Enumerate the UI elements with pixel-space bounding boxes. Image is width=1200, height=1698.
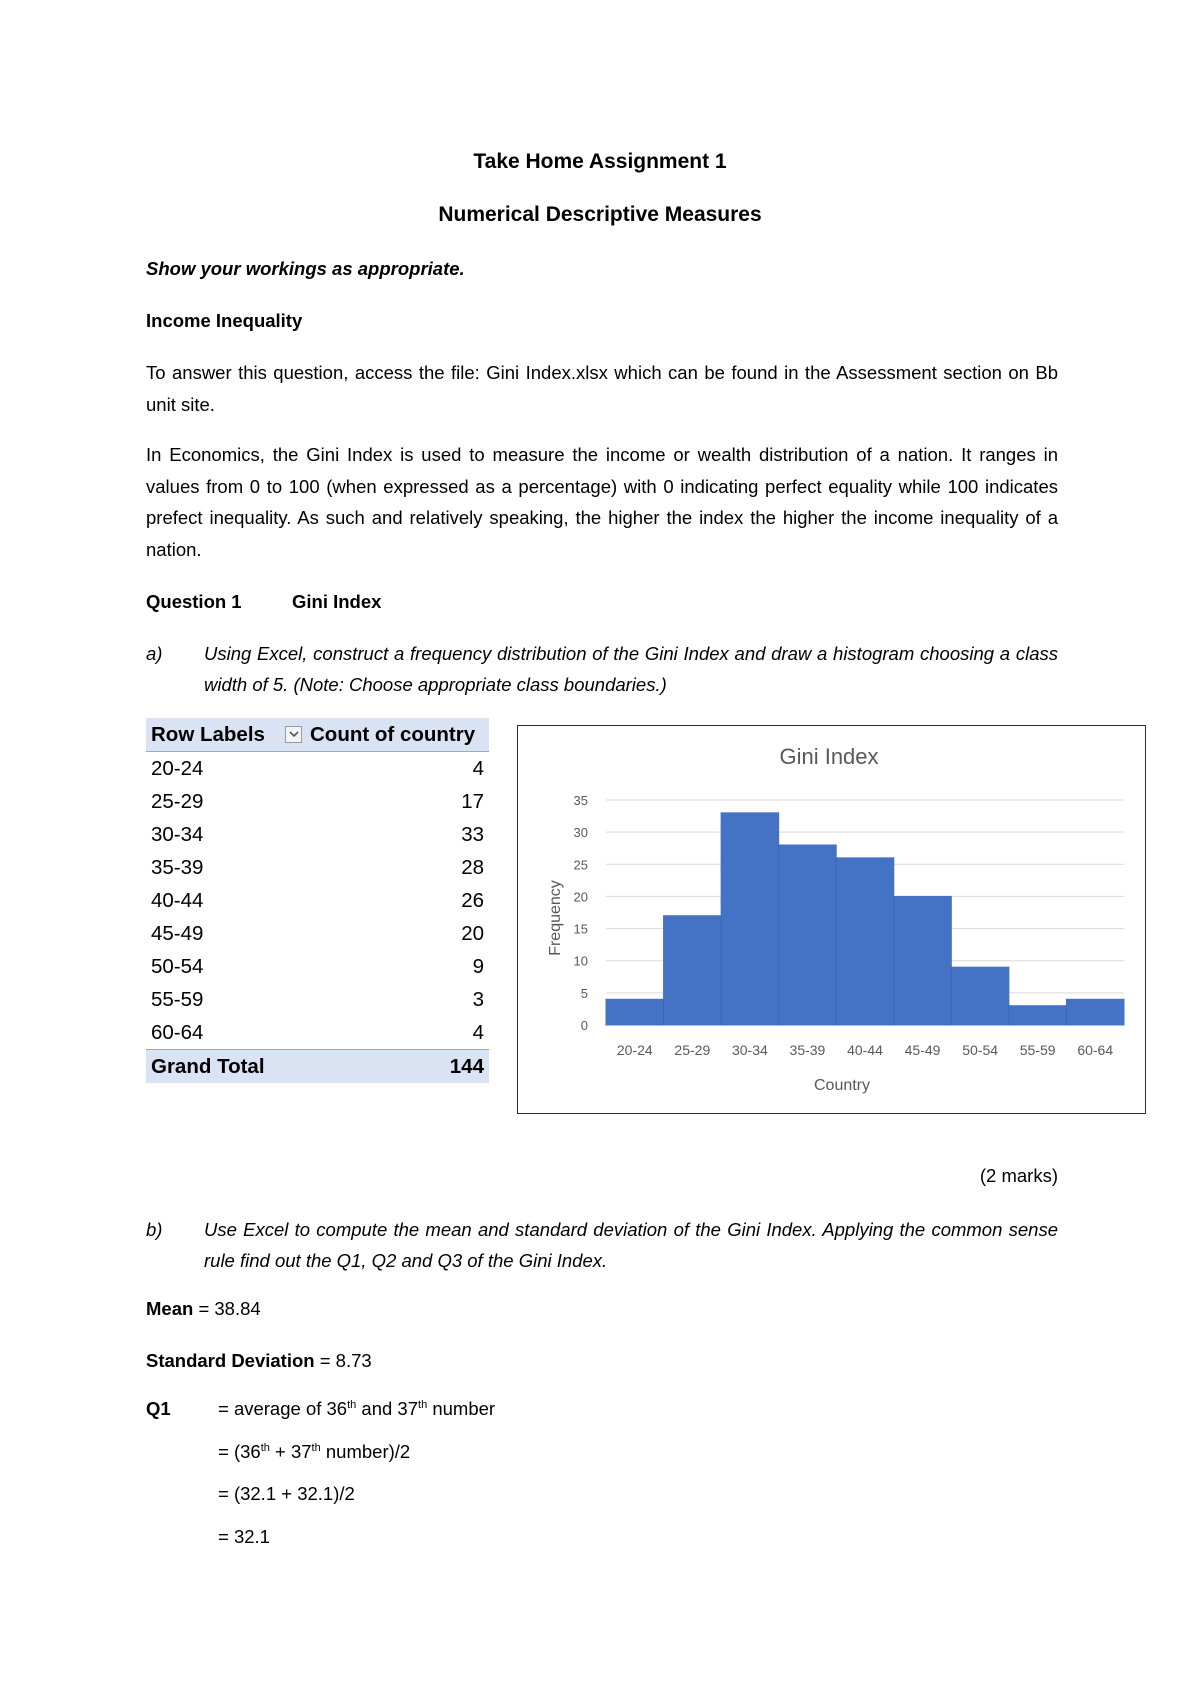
histogram-chart[interactable]	[517, 725, 1146, 1114]
x-tick-label: 45-49	[904, 1042, 941, 1058]
mean-label: Mean	[146, 1298, 194, 1319]
q1-line-2-a: = (36	[218, 1441, 261, 1462]
histogram-bar[interactable]	[664, 916, 722, 1025]
question1-title: Gini Index	[292, 591, 382, 612]
q1-line-1-c: number	[427, 1398, 496, 1419]
x-tick-label: 50-54	[962, 1042, 999, 1058]
sd-line	[146, 1350, 372, 1372]
pivot-total-value: 144	[449, 1055, 484, 1078]
chart-title: Gini Index	[779, 744, 879, 769]
pivot-col-row-labels: Row Labels	[151, 723, 265, 746]
histogram-bar[interactable]	[951, 967, 1009, 1025]
part-b-letter: b)	[146, 1219, 163, 1240]
pivot-row	[146, 917, 489, 950]
pivot-row	[146, 818, 489, 851]
y-tick-label: 10	[573, 953, 588, 969]
pivot-body	[146, 752, 489, 1049]
histogram-bar[interactable]	[836, 858, 894, 1025]
pivot-row-label: 20-24	[151, 757, 204, 780]
pivot-row-value: 26	[461, 889, 484, 912]
pivot-row-value: 3	[472, 988, 484, 1011]
intro-paragraph: To answer this question, access the file: Gini Index.xlsx which can be found in the Assessment section on Bb unit site.	[146, 362, 1058, 415]
q1-line-1-sup-1: th	[347, 1398, 357, 1411]
pivot-total-label: Grand Total	[151, 1055, 265, 1078]
y-tick-label: 15	[573, 921, 588, 937]
pivot-row-label: 55-59	[151, 988, 204, 1011]
pivot-row	[146, 884, 489, 917]
q1-line-3: = (32.1 + 32.1)/2	[218, 1483, 355, 1504]
y-tick-label: 5	[580, 985, 588, 1001]
document-title: Take Home Assignment 1	[473, 150, 727, 173]
section-title: Income Inequality	[146, 310, 303, 331]
y-axis-label: Frequency	[547, 880, 564, 956]
q1-label: Q1	[146, 1398, 171, 1419]
part-a-letter: a)	[146, 643, 163, 664]
q1-line-4: = 32.1	[218, 1526, 270, 1547]
q1-line-1	[218, 1398, 495, 1420]
pivot-row-label: 45-49	[151, 922, 204, 945]
pivot-col-count: Count of country	[310, 723, 476, 746]
x-tick-label: 40-44	[847, 1042, 883, 1058]
pivot-row-value: 4	[472, 757, 484, 780]
pivot-row-label: 25-29	[151, 790, 204, 813]
q1-line-2-b: + 37	[269, 1441, 312, 1462]
pivot-row	[146, 752, 489, 785]
pivot-row-value: 9	[472, 955, 484, 978]
q1-line-1-b: and 37	[356, 1398, 419, 1419]
histogram-bar[interactable]	[606, 999, 664, 1025]
y-tick-label: 30	[573, 825, 588, 841]
chevron-down-icon	[289, 731, 299, 738]
y-tick-labels	[574, 793, 588, 1033]
x-axis-label: Country	[813, 1077, 871, 1094]
part-b-text: Use Excel to compute the mean and standard deviation of the Gini Index. Applying the common sense rule find out the Q1, Q2 and Q3 of the Gini Index.	[204, 1219, 1058, 1271]
q1-line-2	[218, 1441, 410, 1463]
part-a-text: Using Excel, construct a frequency distribution of the Gini Index and draw a histogram choosing a class width of 5. (Note: Choose appropriate class boundaries.)	[204, 643, 1058, 695]
x-tick-label: 25-29	[674, 1042, 711, 1058]
economics-paragraph: In Economics, the Gini Index is used to measure the income or wealth distribution of a nation. It ranges in values from 0 to 100 (when expressed as a percentage) with 0 indicating perfect equality while 100 indicates prefect inequality. As such and relatively speaking, the higher the index the higher the income inequality of a nation.	[146, 444, 1058, 560]
question1-label: Question 1	[146, 591, 242, 612]
pivot-table	[146, 718, 489, 1083]
mean-value: = 38.84	[198, 1298, 261, 1319]
filter-dropdown-button[interactable]	[285, 726, 302, 743]
instruction-text: Show your workings as appropriate.	[146, 258, 465, 279]
q1-line-1-a: = average of 36	[218, 1398, 348, 1419]
mean-line	[146, 1298, 261, 1320]
pivot-row-value: 4	[472, 1021, 484, 1044]
pivot-row	[146, 785, 489, 818]
pivot-row-label: 50-54	[151, 955, 204, 978]
histogram-bar[interactable]	[1009, 1006, 1067, 1025]
pivot-row-label: 40-44	[151, 889, 204, 912]
y-tick-label: 0	[580, 1018, 588, 1033]
histogram-svg	[518, 726, 1144, 1112]
pivot-row-value: 28	[461, 856, 484, 879]
pivot-row	[146, 1016, 489, 1049]
y-tick-label: 35	[573, 793, 588, 808]
q1-line-1-sup-2: th	[418, 1398, 428, 1411]
pivot-row	[146, 950, 489, 983]
q1-line-2-sup-2: th	[311, 1441, 321, 1454]
x-tick-label: 55-59	[1019, 1042, 1056, 1058]
pivot-row-label: 35-39	[151, 856, 204, 879]
histogram-bar[interactable]	[1066, 999, 1124, 1025]
part-a-marks: (2 marks)	[979, 1165, 1058, 1186]
histogram-bar[interactable]	[894, 896, 952, 1025]
pivot-total-row	[146, 1049, 489, 1083]
pivot-row-value: 17	[461, 790, 484, 813]
pivot-header-row	[146, 718, 489, 752]
pivot-row-value: 33	[461, 823, 484, 846]
pivot-row-value: 20	[461, 922, 484, 945]
y-tick-label: 20	[573, 889, 588, 905]
y-tick-label: 25	[573, 857, 588, 873]
sd-label: Standard Deviation	[146, 1350, 315, 1371]
histogram-bar[interactable]	[721, 813, 779, 1025]
pivot-row-label: 60-64	[151, 1021, 204, 1044]
pivot-row	[146, 983, 489, 1016]
sd-value: = 8.73	[319, 1350, 372, 1371]
pivot-row	[146, 851, 489, 884]
x-tick-label: 35-39	[789, 1042, 826, 1058]
x-tick-label: 20-24	[616, 1042, 653, 1058]
pivot-row-label: 30-34	[151, 823, 204, 846]
x-tick-label: 60-64	[1077, 1042, 1114, 1058]
q1-line-2-c: number)/2	[320, 1441, 411, 1462]
histogram-bar[interactable]	[779, 845, 837, 1025]
x-tick-labels	[617, 1042, 1113, 1058]
x-tick-label: 30-34	[731, 1042, 768, 1058]
document-subtitle: Numerical Descriptive Measures	[438, 203, 762, 226]
q1-line-2-sup-1: th	[260, 1441, 270, 1454]
